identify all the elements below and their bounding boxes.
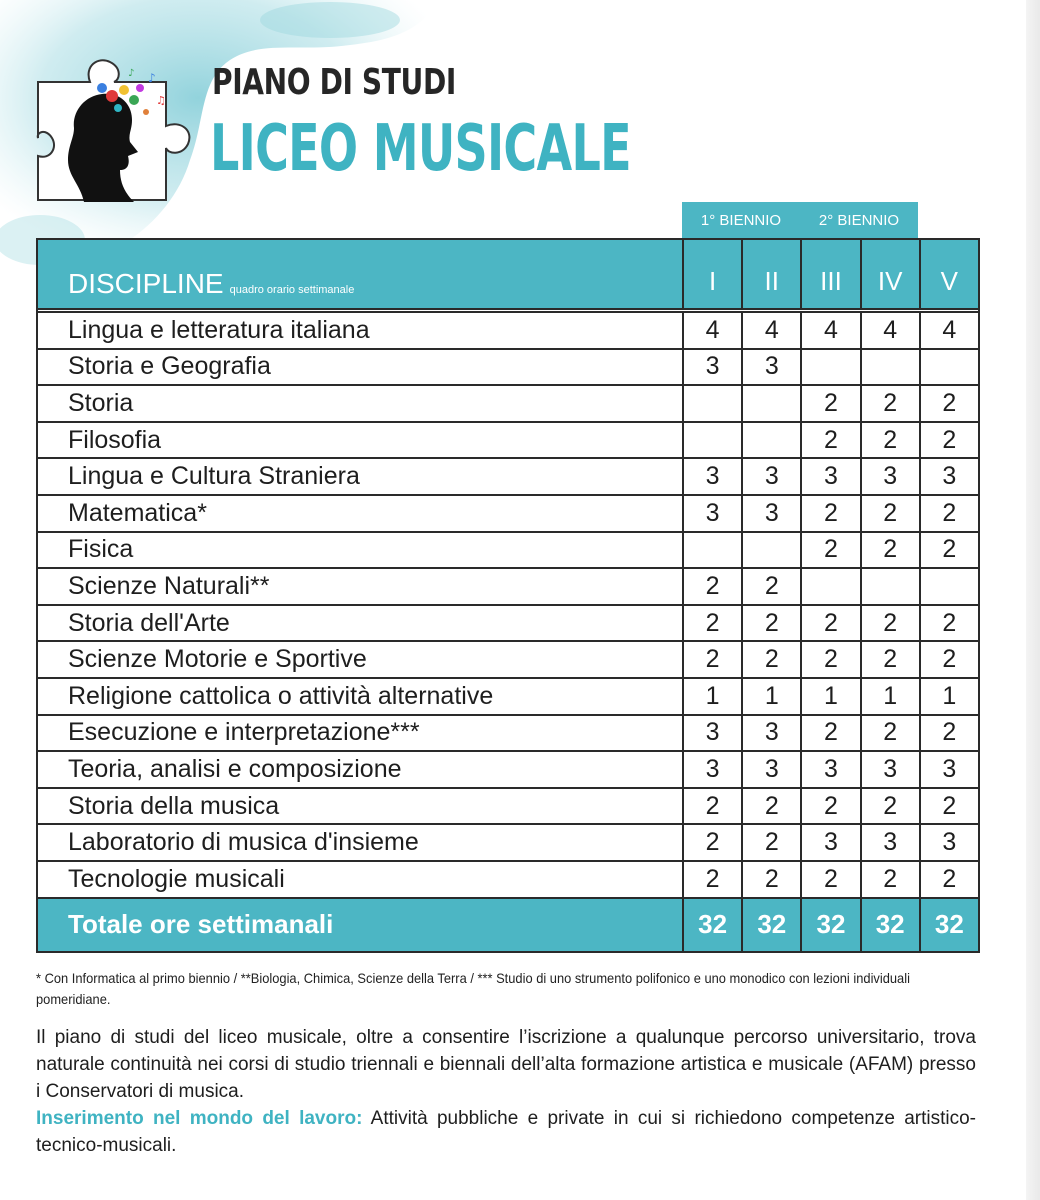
discipline-name: Religione cattolica o attività alternative [37,678,683,715]
hours-cell [920,568,979,605]
hours-cell: 1 [683,678,742,715]
hours-cell: 2 [861,495,920,532]
hours-cell [920,349,979,386]
hours-cell: 3 [742,495,801,532]
hours-cell: 1 [742,678,801,715]
table-row [37,532,979,569]
total-year-3: 32 [801,898,860,952]
hours-cell: 4 [920,312,979,349]
discipline-name: Laboratorio di musica d'insieme [37,824,683,861]
hours-cell: 3 [683,751,742,788]
hours-cell: 4 [801,312,860,349]
discipline-name: Esecuzione e interpretazione*** [37,715,683,752]
hours-cell: 3 [683,458,742,495]
hours-cell: 2 [861,715,920,752]
hours-cell: 3 [742,458,801,495]
discipline-name: Teoria, analisi e composizione [37,751,683,788]
hours-cell: 3 [801,458,860,495]
page-title: LICEO MUSICALE [210,112,631,186]
hours-cell: 2 [742,824,801,861]
total-label: Totale ore settimanali [37,898,683,952]
table-row [37,788,979,825]
hours-cell: 2 [920,532,979,569]
hours-cell: 2 [801,605,860,642]
table-row [37,495,979,532]
hours-cell: 2 [683,824,742,861]
hours-cell: 2 [920,385,979,422]
hours-cell [742,532,801,569]
hours-cell: 2 [683,641,742,678]
hours-cell: 4 [683,312,742,349]
hours-cell: 2 [742,861,801,898]
discipline-name: Tecnologie musicali [37,861,683,898]
discipline-name: Filosofia [37,422,683,459]
hours-cell: 3 [920,458,979,495]
hours-cell: 3 [861,824,920,861]
table-row [37,312,979,349]
hours-cell: 4 [742,312,801,349]
table-row [37,568,979,605]
table-row [37,861,979,898]
hours-cell [801,349,860,386]
total-year-2: 32 [742,898,801,952]
hours-cell: 2 [920,715,979,752]
table-row [37,349,979,386]
table-row [37,678,979,715]
discipline-name: Scienze Naturali** [37,568,683,605]
hours-cell: 2 [920,861,979,898]
hours-cell: 2 [801,422,860,459]
hours-cell [801,568,860,605]
hours-cell: 2 [861,422,920,459]
year-header-4: IV [861,239,920,309]
work-text: Attività pubbliche e private in cui si richiedono competenze artistico-tecnico-musicali. [36,1108,976,1156]
hours-cell [683,385,742,422]
total-year-5: 32 [920,898,979,952]
first-biennio-label: 1° BIENNIO [700,212,782,229]
hours-cell: 2 [861,532,920,569]
hours-cell [742,385,801,422]
page-edge [1026,0,1040,1200]
hours-cell: 2 [742,605,801,642]
year-header-3: III [801,239,860,309]
second-biennio-label: 2° BIENNIO [818,212,900,229]
discipline-name: Storia e Geografia [37,349,683,386]
hours-cell: 3 [683,495,742,532]
discipline-name: Storia [37,385,683,422]
hours-cell: 2 [920,605,979,642]
hours-cell: 3 [801,824,860,861]
hours-cell [683,422,742,459]
hours-cell: 2 [861,385,920,422]
discipline-name: Fisica [37,532,683,569]
year-header-5: V [920,239,979,309]
hours-cell: 2 [861,788,920,825]
hours-cell: 2 [683,861,742,898]
hours-cell: 2 [920,422,979,459]
year-header-1: I [683,239,742,309]
hours-cell: 2 [801,532,860,569]
table-row [37,605,979,642]
hours-cell: 1 [861,678,920,715]
hours-cell: 2 [801,495,860,532]
hours-cell: 3 [861,458,920,495]
table-row [37,458,979,495]
discipline-name: Lingua e Cultura Straniera [37,458,683,495]
description-paragraph: Il piano di studi del liceo musicale, oltre a consentire l’iscrizione a qualunque percorso universitario, trova naturale continuità nei corsi di studio triennali e biennali dell’alta formazione artistica e musicale (AFAM) presso i Conservatori di musica. [36,1027,976,1102]
hours-cell [742,422,801,459]
hours-cell: 2 [801,715,860,752]
footnote: * Con Informatica al primo biennio / **Biologia, Chimica, Scienze della Terra / *** Studio di uno strumento polifonico e uno monodico con lezioni individuali pomeridiane. [36,970,910,1007]
hours-cell: 3 [920,824,979,861]
hours-cell: 3 [742,349,801,386]
hours-cell: 1 [920,678,979,715]
hours-cell: 3 [742,715,801,752]
work-lead: Inserimento nel mondo del lavoro: [36,1108,363,1129]
table-row [37,385,979,422]
hours-cell: 2 [683,605,742,642]
hours-cell: 2 [801,861,860,898]
total-year-4: 32 [861,898,920,952]
hours-cell: 2 [861,605,920,642]
hours-cell: 2 [742,641,801,678]
hours-cell: 2 [920,495,979,532]
table-row [37,824,979,861]
hours-cell: 2 [742,788,801,825]
hours-cell: 3 [742,751,801,788]
work-paragraph [36,1105,976,1159]
year-header-2: II [742,239,801,309]
description [36,1024,976,1159]
hours-cell: 3 [683,349,742,386]
hours-cell: 2 [861,861,920,898]
hours-cell: 2 [920,641,979,678]
discipline-name: Storia della musica [37,788,683,825]
hours-cell: 2 [683,788,742,825]
discipline-name: Matematica* [37,495,683,532]
hours-cell: 3 [861,751,920,788]
hours-cell: 2 [801,385,860,422]
svg-text:♫: ♫ [156,94,166,107]
hours-cell: 2 [683,568,742,605]
hours-cell: 3 [683,715,742,752]
hours-cell: 2 [920,788,979,825]
disciplines-sublabel: quadro orario settimanale [229,284,355,296]
hours-cell [683,532,742,569]
table-body [37,309,979,898]
svg-text:♪: ♪ [128,68,135,79]
hours-cell: 3 [920,751,979,788]
hours-cell: 3 [801,751,860,788]
total-year-1: 32 [683,898,742,952]
table-header-row [37,239,979,309]
hours-cell [861,568,920,605]
table-row [37,751,979,788]
svg-text:♪: ♪ [148,71,156,85]
biennio-header [682,202,918,240]
discipline-name: Scienze Motorie e Sportive [37,641,683,678]
total-row [37,898,979,952]
discipline-name: Storia dell'Arte [37,605,683,642]
discipline-name: Lingua e letteratura italiana [37,312,683,349]
table-row [37,715,979,752]
disciplines-label: DISCIPLINE [68,268,224,299]
page-kicker: PIANO DI STUDI [212,62,456,103]
study-plan-table [36,238,980,953]
hours-cell: 2 [801,641,860,678]
hours-cell: 1 [801,678,860,715]
hours-cell: 2 [801,788,860,825]
hours-cell: 4 [861,312,920,349]
puzzle-head-logo [28,52,200,214]
disciplines-header [37,239,683,309]
hours-cell: 2 [861,641,920,678]
hours-cell: 2 [742,568,801,605]
hours-cell [861,349,920,386]
table-row [37,422,979,459]
table-row [37,641,979,678]
